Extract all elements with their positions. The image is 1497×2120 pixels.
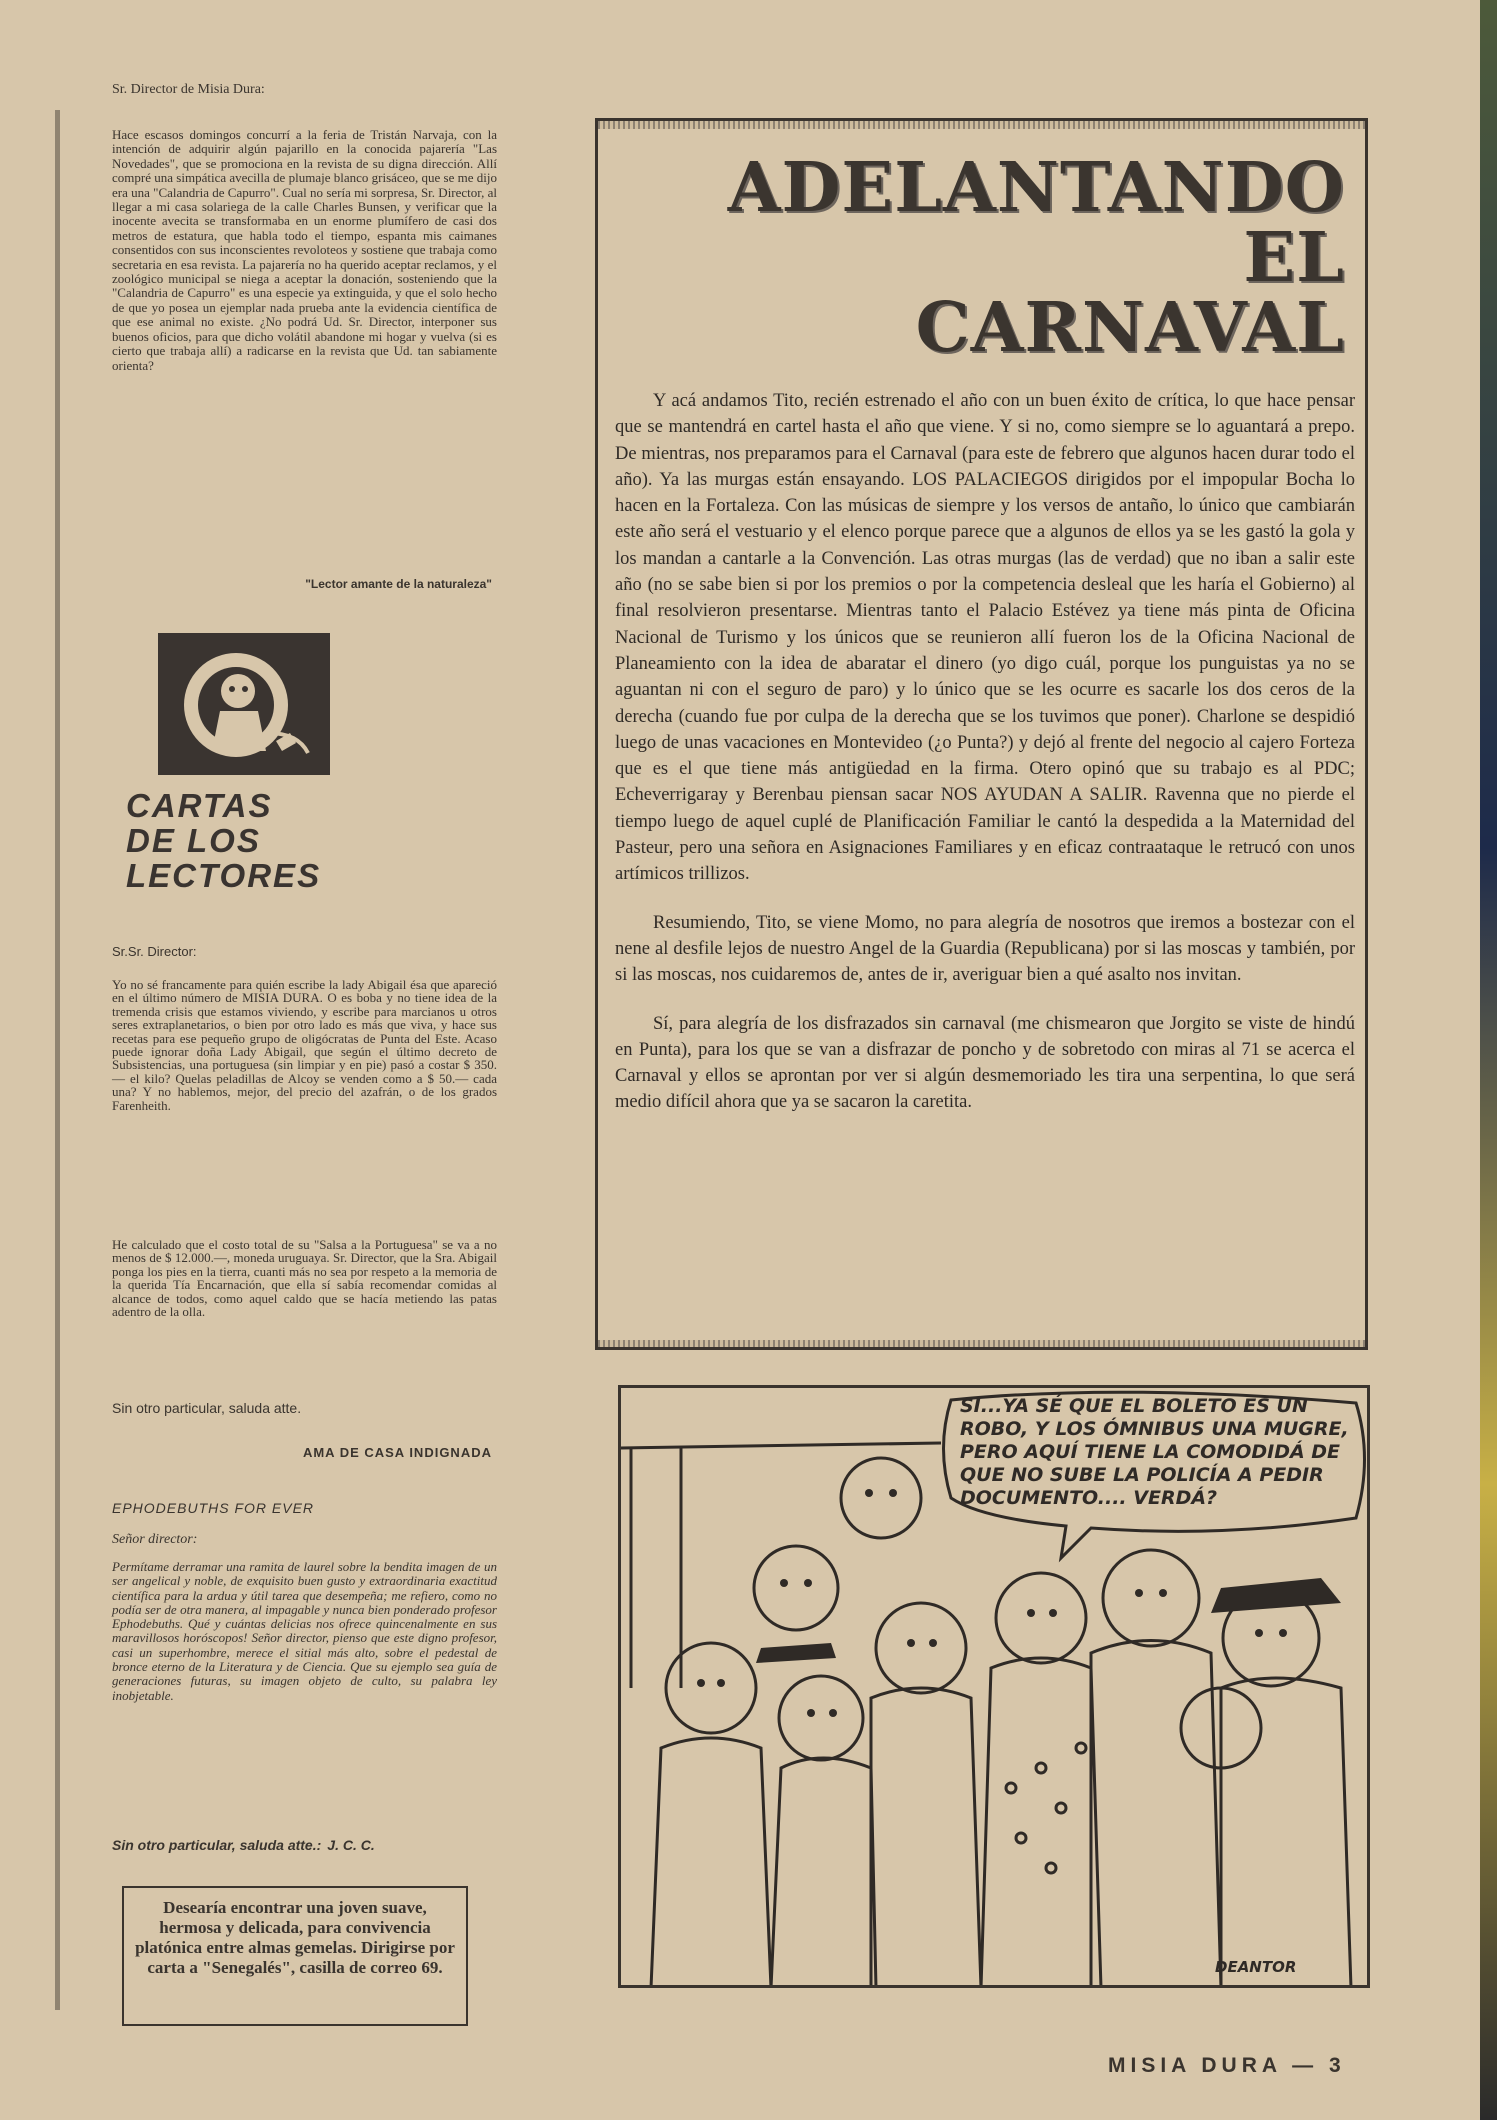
letter3-closing xyxy=(112,1837,497,1853)
headline-line1: ADELANTANDO xyxy=(727,148,1345,228)
letter2-body-2: He calculado que el costo total de su "Salsa a la Portuguesa" se va a no menos de $ 12.000.—, moneda uruguaya. Sr. Director, que la Sra. Abigail ponga los pies en la tierra, cuanti más no sea por respeto a la memoria de la querida Tía Encarnación, que ella sí sabía recomendar comidas al alcance de todos, como aquel caldo que se hacía metiendo las patas adentro de la olla. xyxy=(112,1237,497,1320)
letter2-body: Yo no sé francamente para quién escribe la lady Abigail ésa que apareció en el último número de MISIA DURA. O es boba y no tiene idea de la tremenda crisis que estamos viviendo, y escribe para marcianos u otros seres extraplanetarios, o bien por otro lado es más que viva, y hace sus recetas para ese pequeño grupo de oligócratas de Punta del Este. Acaso puede ignorar doña Lady Abigail, que según el último decreto de Subsistencias, una portuguesa (sin limpiar y en pie) pasó a costar $ 350.— el kilo? Quelas peladillas de Alcoy se venden como a $ 50.— cada una? Y no hablemos, mejor, del precio del azafrán, o de los grados Farenheith. xyxy=(112,977,497,1113)
section-title-line3: LECTORES xyxy=(126,857,322,894)
section-title xyxy=(126,788,321,893)
letter1-signature: "Lector amante de la naturaleza" xyxy=(305,577,492,591)
headline-line3: CARNAVAL xyxy=(915,288,1345,368)
letter2-closing: Sin otro particular, saluda atte. xyxy=(112,1400,302,1416)
article-body xyxy=(615,388,1355,1138)
headline-line2: EL xyxy=(1243,218,1345,298)
page-fold xyxy=(55,110,60,2010)
letter1-body: Hace escasos domingos concurrí a la feria de Tristán Narvaja, con la intención de adquirir algún pajarillo en la conocida pajarería "Las Novedades", que se promociona en la revista de su digna dirección. Allí compré una simpática avecilla de plumaje blanco grisáceo, que se me dijo era una "Calandria de Capurro". Cual no sería mi sorpresa, Sr. Director, al llegar a mi casa solariega de la calle Charles Bunsen, y verificar que la inocente avecita se transformaba en un enorme plumífero de casi dos metros de estatura, que habla todo el tiempo, espanta mis caimanes consentidos con sus inconscientes revoloteos y sostiene que trabaja como secretaria en esa revista. La pajarería no ha querido aceptar reclamos, y el zoológico municipal se niega a aceptar la donación, sosteniendo que la "Calandria de Capurro" es una especie ya extinguida, y que el solo hecho de que yo posea un ejemplar nada prueba ante la evidencia científica de que ese animal no existe. ¿No podrá Ud. Sr. Director, interponer sus buenos oficios, para que dicho volátil abandone mi hogar y vuelva (si es cierto que trabaja allí) a radicarse en la revista que Ud. tan sabiamente orienta? xyxy=(112,127,497,373)
article-paragraph-3: Sí, para alegría de los disfrazados sin carnaval (me chismearon que Jorgito se viste de hindú en Punta), para los que se van a disfrazar de poncho y de sobretodo con miras al 71 se acerca el Carnaval y ellos se aprontan por ver si algún desmemoriado les tira una serpentina, lo que será medio difícil ahora que ya se sacaron la caretita. xyxy=(615,1013,1355,1113)
section-title-line2: DE LOS xyxy=(126,822,261,859)
readers-letters-illustration xyxy=(158,633,330,775)
adjacent-page-edge xyxy=(1480,0,1497,2120)
classified-ad: Desearía encontrar una joven suave, hermosa y delicada, para convivencia platónica entre almas gemelas. Dirigirse por carta a "Senegalés", casilla de correo 69. xyxy=(122,1886,468,2026)
cartoon-signature: DEANTOR xyxy=(1215,1958,1297,1976)
article-paragraph-1: Y acá andamos Tito, recién estrenado el año con un buen éxito de crítica, lo que hace pensar que se mantendrá en cartel hasta el año que viene. Y si no, como siempre se lo aguantará a prepo. De mientras, nos preparamos para el Carnaval (para este de febrero que algunos hacen durar todo el año). Ya las murgas están ensayando. LOS PALACIEGOS dirigidos por el impopular Bocha lo hacen en la Fortaleza. Con las músicas de siempre y los versos de antaño, lo único que cambiarán este año será el vestuario y el elenco porque parece que a algunos de ellos ya se les gastó la gola y los mandan a cantarle a la Convención. Las otras murgas (las de verdad) que no iban a salir este año (no se sabe bien si por los premios o por la competencia desleal que les haría el Gobierno) al final resolvieron presentarse. Mientras tanto el Palacio Estévez ya tiene más pinta de Oficina Nacional de Turismo y los únicos que se reunieron allí fueron los de la Oficina Nacional de Planeamiento con la idea de abaratar el dinero (yo digo cuál, porque los punguistas ya no se aguantan ni con el seguro de paro) y lo único que se les ocurre es sacarle los dos ceros de la derecha (cuando fue por culpa de la derecha que se los tuvimos que poner). Charlone se despidió luego de unas vacaciones en Montevideo (¿o Punta?) y dejó al frente del negocio al cajero Forteza que es el que tiene más antigüedad en la firma. Otero opinó que su trabajo es al PDC; Echeverrigaray y Berenbau piensan sacar NOS AYUDAN A SALIR. Ravenna que no pierde el tiempo luego de aquel cuplé de Planificación Familiar le cantó la despedida a la Maternidad del Pasteur, pero una señora en Asignaciones Familiares y en eficaz contraataque le retrucó con unos artímicos trillizos. xyxy=(615,391,1355,885)
letter1-salutation: Sr. Director de Misia Dura: xyxy=(112,82,265,97)
cartoon-speech-bubble: SI...YA SÉ QUE EL BOLETO ES UN ROBO, Y LOS ÓMNIBUS UNA MUGRE, PERO AQUÍ TIENE LA COMODIDÁ DE QUE NO SUBE LA POLICÍA A PEDIR DOCUMENTO.... VERDÁ? xyxy=(960,1395,1349,1509)
letter3-title: EPHODEBUTHS FOR EVER xyxy=(112,1500,315,1516)
article-paragraph-2: Resumiendo, Tito, se viene Momo, no para alegría de nosotros que iremos a bostezar con el nene al desfile lejos de nuestro Angel de la Guardia (Republicana) por si las moscas y también, por si las moscas, nos cuidaremos de, antes de ir, averiguar bien a qué asalto nos invitan. xyxy=(615,912,1355,986)
letter3-salutation: Señor director: xyxy=(112,1532,198,1547)
article-headline xyxy=(605,148,1345,368)
letter2-signature: AMA DE CASA INDIGNADA xyxy=(302,1445,492,1460)
letter3-body: Permítame derramar una ramita de laurel sobre la bendita imagen de un ser angelical y noble, de exquisito buen gusto y extraordinaria exactitud científica para la ardua y útil tarea que desempeña; me refiero, como no podía ser de otra manera, al impagable y nunca bien ponderado profesor Ephodebuths. Qué y cuántas delicias nos ofrece quincenalmente en sus maravillosos horóscopos! Señor director, pienso que este digno profesor, casi un superhombre, merece el sitial más alto, sobre el pedestal de bronce eterno de la Literatura y de Ciencia. Que su ejemplo sea guía de generaciones futuras, su imagen objeto de culto, su palabra ley inobjetable. xyxy=(112,1559,497,1703)
page-footer: MISIA DURA — 3 xyxy=(1108,2054,1346,2077)
letter3-closing-text: Sin otro particular, saluda atte.: xyxy=(112,1837,322,1853)
letter3-initials: J. C. C. xyxy=(327,1837,375,1853)
section-title-line1: CARTAS xyxy=(126,787,273,824)
letter2-salutation: Sr.Sr. Director: xyxy=(112,944,197,959)
